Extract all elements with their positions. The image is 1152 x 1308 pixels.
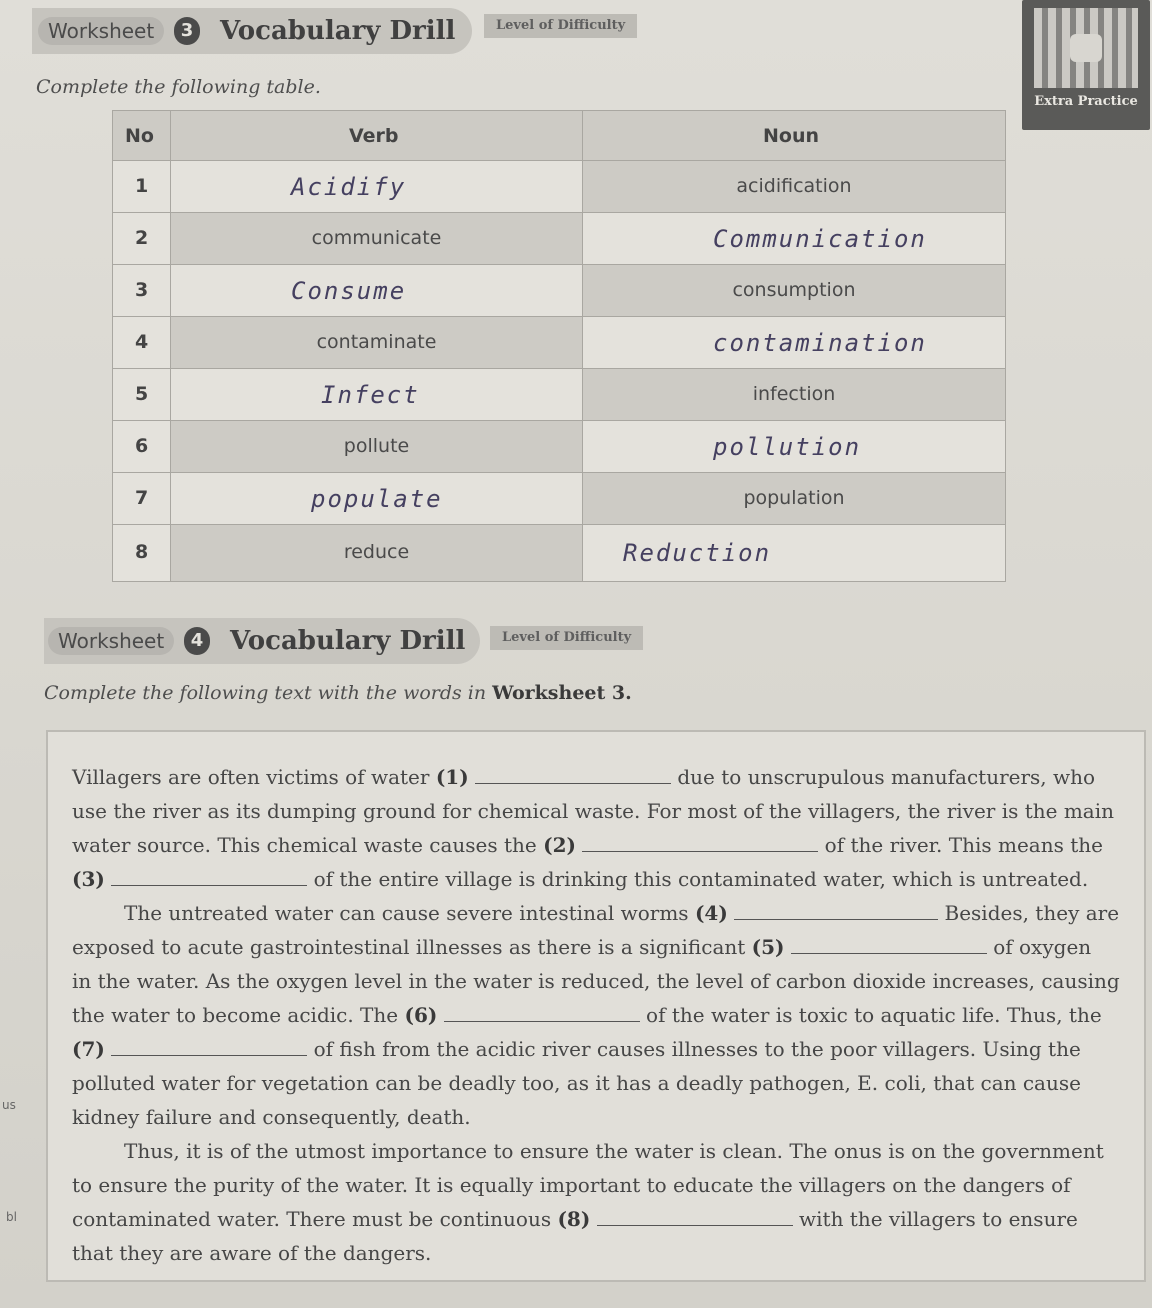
answer-blank-2[interactable] xyxy=(582,833,818,852)
margin-note: us xyxy=(2,1098,16,1112)
table-header-row xyxy=(113,111,1005,161)
answer-blank-4[interactable] xyxy=(734,901,938,920)
noun-answer[interactable]: Reduction xyxy=(623,539,772,567)
question-8: (8) xyxy=(557,1207,591,1231)
question-3: (3) xyxy=(72,867,105,891)
extra-practice-qr[interactable] xyxy=(1022,0,1150,130)
table-row xyxy=(113,213,1005,265)
question-2: (2) xyxy=(543,833,576,857)
verb-answer[interactable]: Infect xyxy=(321,381,420,409)
header-verb: Verb xyxy=(349,125,399,147)
passage-box xyxy=(46,730,1146,1282)
passage-line: kidney failure and consequently, death. xyxy=(72,1105,471,1129)
noun-printed: population xyxy=(743,487,845,509)
answer-blank-6[interactable] xyxy=(444,1003,640,1022)
verb-answer[interactable]: populate xyxy=(311,485,443,513)
verb-printed: pollute xyxy=(343,435,410,457)
noun-answer[interactable]: pollution xyxy=(713,433,862,461)
verb-noun-table xyxy=(112,110,1006,582)
table-row xyxy=(113,369,1005,421)
worksheet-3-header xyxy=(32,8,472,54)
question-7: (7) xyxy=(72,1037,105,1061)
question-4: (4) xyxy=(694,901,728,925)
extra-practice-label: Extra Practice xyxy=(1034,94,1138,109)
difficulty-badge: Level of Difficulty xyxy=(484,14,637,38)
table-row xyxy=(113,421,1005,473)
row-number: 8 xyxy=(135,541,149,563)
instruction-reference: Worksheet 3. xyxy=(492,682,632,704)
table-row xyxy=(113,265,1005,317)
question-1: (1) xyxy=(435,765,469,789)
passage-line: use the river as its dumping ground for chemical waste. For most of the villagers, the river is the main xyxy=(72,799,1115,823)
answer-blank-1[interactable] xyxy=(475,765,671,784)
worksheet-title: Vocabulary Drill xyxy=(230,626,466,656)
noun-printed: acidification xyxy=(736,175,852,197)
table-row xyxy=(113,317,1005,369)
worksheet-label: Worksheet xyxy=(38,17,164,45)
row-number: 7 xyxy=(135,487,149,509)
answer-blank-7[interactable] xyxy=(111,1037,307,1056)
verb-answer[interactable]: Acidify xyxy=(291,173,407,201)
margin-note: bl xyxy=(6,1210,17,1224)
header-no: No xyxy=(125,125,154,147)
passage-line: to ensure the purity of the water. It is equally important to educate the villagers on the dangers of xyxy=(72,1173,1071,1197)
question-6: (6) xyxy=(404,1003,438,1027)
passage-line: Thus, it is of the utmost importance to ensure the water is clean. The onus is on the government xyxy=(124,1139,1104,1163)
passage-line: (7) of fish from the acidic river causes illnesses to the poor villagers. Using the xyxy=(72,1037,1081,1061)
row-number: 4 xyxy=(135,331,149,353)
table-instruction: Complete the following table. xyxy=(36,76,321,98)
noun-printed: infection xyxy=(752,383,836,405)
text-instruction xyxy=(44,682,632,704)
verb-printed: contaminate xyxy=(316,331,437,353)
passage-line: the water to become acidic. The (6) of the water is toxic to aquatic life. Thus, the xyxy=(72,1003,1102,1027)
passage-line: in the water. As the oxygen level in the water is reduced, the level of carbon dioxide increases, causing xyxy=(72,969,1120,993)
worksheet-number: 3 xyxy=(174,17,200,45)
row-number: 1 xyxy=(135,175,149,197)
verb-printed: communicate xyxy=(311,227,442,249)
passage-line: Villagers are often victims of water (1) due to unscrupulous manufacturers, who xyxy=(72,765,1096,789)
passage-line: exposed to acute gastrointestinal illnesses as there is a significant (5) of oxygen xyxy=(72,935,1092,959)
noun-answer[interactable]: Communication xyxy=(713,225,927,253)
passage-line: water source. This chemical waste causes the (2) of the river. This means the xyxy=(72,833,1103,857)
noun-answer[interactable]: contamination xyxy=(713,329,927,357)
answer-blank-8[interactable] xyxy=(597,1207,793,1226)
verb-answer[interactable]: Consume xyxy=(291,277,407,305)
passage-line: contaminated water. There must be continuous (8) with the villagers to ensure xyxy=(72,1207,1078,1231)
passage-line: The untreated water can cause severe intestinal worms (4) Besides, they are xyxy=(124,901,1120,925)
passage-line: polluted water for vegetation can be deadly too, as it has a deadly pathogen, E. coli, that can cause xyxy=(72,1071,1081,1095)
question-5: (5) xyxy=(751,935,785,959)
table-row xyxy=(113,161,1005,213)
row-number: 6 xyxy=(135,435,149,457)
table-row xyxy=(113,525,1005,581)
difficulty-badge: Level of Difficulty xyxy=(490,626,643,650)
instruction-text: Complete the following text with the words in xyxy=(44,682,487,704)
worksheet-title: Vocabulary Drill xyxy=(220,16,456,46)
answer-blank-3[interactable] xyxy=(111,867,307,886)
verb-printed: reduce xyxy=(343,541,410,563)
noun-printed: consumption xyxy=(732,279,856,301)
table-row xyxy=(113,473,1005,525)
header-noun: Noun xyxy=(763,125,820,147)
row-number: 5 xyxy=(135,383,149,405)
worksheet-label: Worksheet xyxy=(48,627,174,655)
passage-line: (3) of the entire village is drinking this contaminated water, which is untreated. xyxy=(72,867,1089,891)
qr-code-icon xyxy=(1034,8,1138,88)
worksheet-4-header xyxy=(44,618,480,664)
row-number: 3 xyxy=(135,279,149,301)
passage-line: that they are aware of the dangers. xyxy=(72,1241,432,1265)
worksheet-number: 4 xyxy=(184,627,210,655)
answer-blank-5[interactable] xyxy=(791,935,987,954)
row-number: 2 xyxy=(135,227,149,249)
